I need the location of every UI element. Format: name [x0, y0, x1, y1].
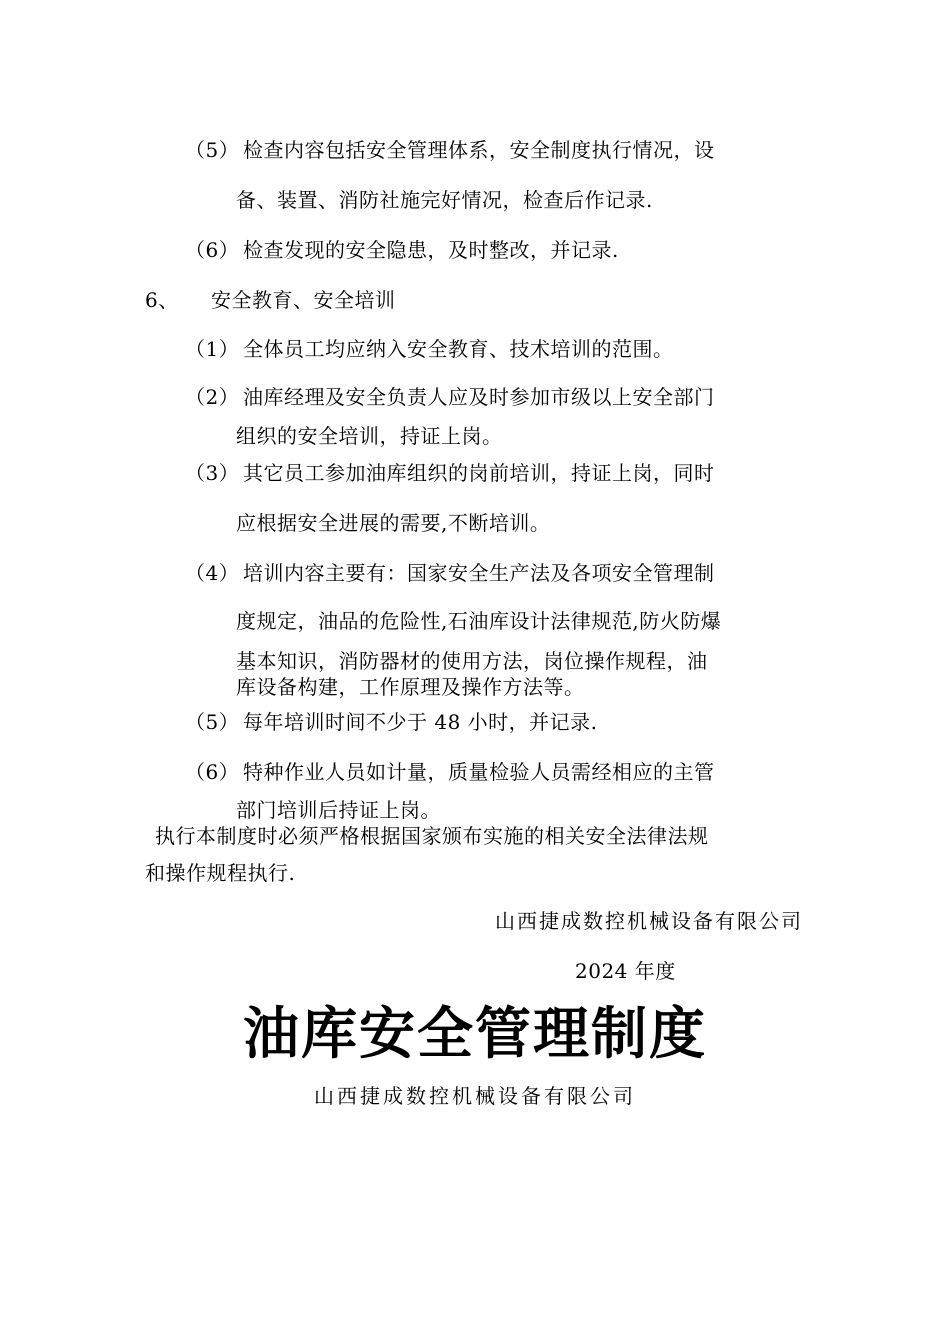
- item-number: （3）: [185, 461, 240, 485]
- item-text: 油库经理及安全负责人应及时参加市级以上安全部门: [243, 385, 715, 409]
- section-heading: [145, 287, 396, 313]
- item-number: （5）: [185, 710, 240, 734]
- list-item: [185, 709, 598, 735]
- item-number: （5）: [185, 138, 240, 162]
- signature-year: 2024 年度: [575, 959, 676, 983]
- item-number: （6）: [185, 760, 240, 784]
- document-title: 油库安全管理制度: [243, 1002, 707, 1067]
- item-text-continued: 基本知识，消防器材的使用方法，岗位操作规程，油: [236, 649, 708, 673]
- item-text: 检查发现的安全隐患，及时整改，并记录.: [243, 238, 619, 262]
- list-item: [185, 560, 715, 586]
- list-item: [185, 237, 619, 263]
- closing-paragraph: 执行本制度时必须严格根据国家颁布实施的相关安全法律法规: [155, 824, 709, 848]
- cover-company: 山西捷成数控机械设备有限公司: [314, 1084, 636, 1108]
- item-text-continued: 部门培训后持证上岗。: [236, 798, 441, 822]
- item-text-continued: 备、装置、消防社施完好情况，检查后作记录.: [236, 188, 653, 212]
- closing-paragraph-continued: 和操作规程执行.: [145, 861, 296, 885]
- item-text: 全体员工均应纳入安全教育、技术培训的范围。: [243, 337, 674, 361]
- list-item: [185, 460, 715, 486]
- list-item: [185, 137, 715, 163]
- item-text: 检查内容包括安全管理体系，安全制度执行情况，设: [243, 138, 715, 162]
- section-title: 安全教育、安全培训: [211, 288, 396, 312]
- item-number: （2）: [185, 385, 240, 409]
- signature-company: 山西捷成数控机械设备有限公司: [495, 909, 803, 933]
- item-text-continued: 库设备构建，工作原理及操作方法等。: [236, 675, 585, 699]
- item-text-continued: 应根据安全进展的需要,不断培训。: [236, 511, 551, 535]
- item-text: 特种作业人员如计量，质量检验人员需经相应的主管: [243, 760, 715, 784]
- list-item: [185, 336, 674, 362]
- item-text-continued: 组织的安全培训，持证上岗。: [236, 424, 503, 448]
- item-number: （1）: [185, 337, 240, 361]
- item-text-continued: 度规定，油品的危险性,石油库设计法律规范,防火防爆: [236, 609, 722, 633]
- item-number: （4）: [185, 561, 240, 585]
- section-number: 6、: [145, 288, 179, 312]
- item-number: （6）: [185, 238, 240, 262]
- list-item: [185, 759, 715, 785]
- item-text: 培训内容主要有：国家安全生产法及各项安全管理制: [243, 561, 715, 585]
- item-text: 每年培训时间不少于 48 小时，并记录.: [243, 710, 598, 734]
- item-text: 其它员工参加油库组织的岗前培训，持证上岗，同时: [243, 461, 715, 485]
- list-item: [185, 384, 715, 410]
